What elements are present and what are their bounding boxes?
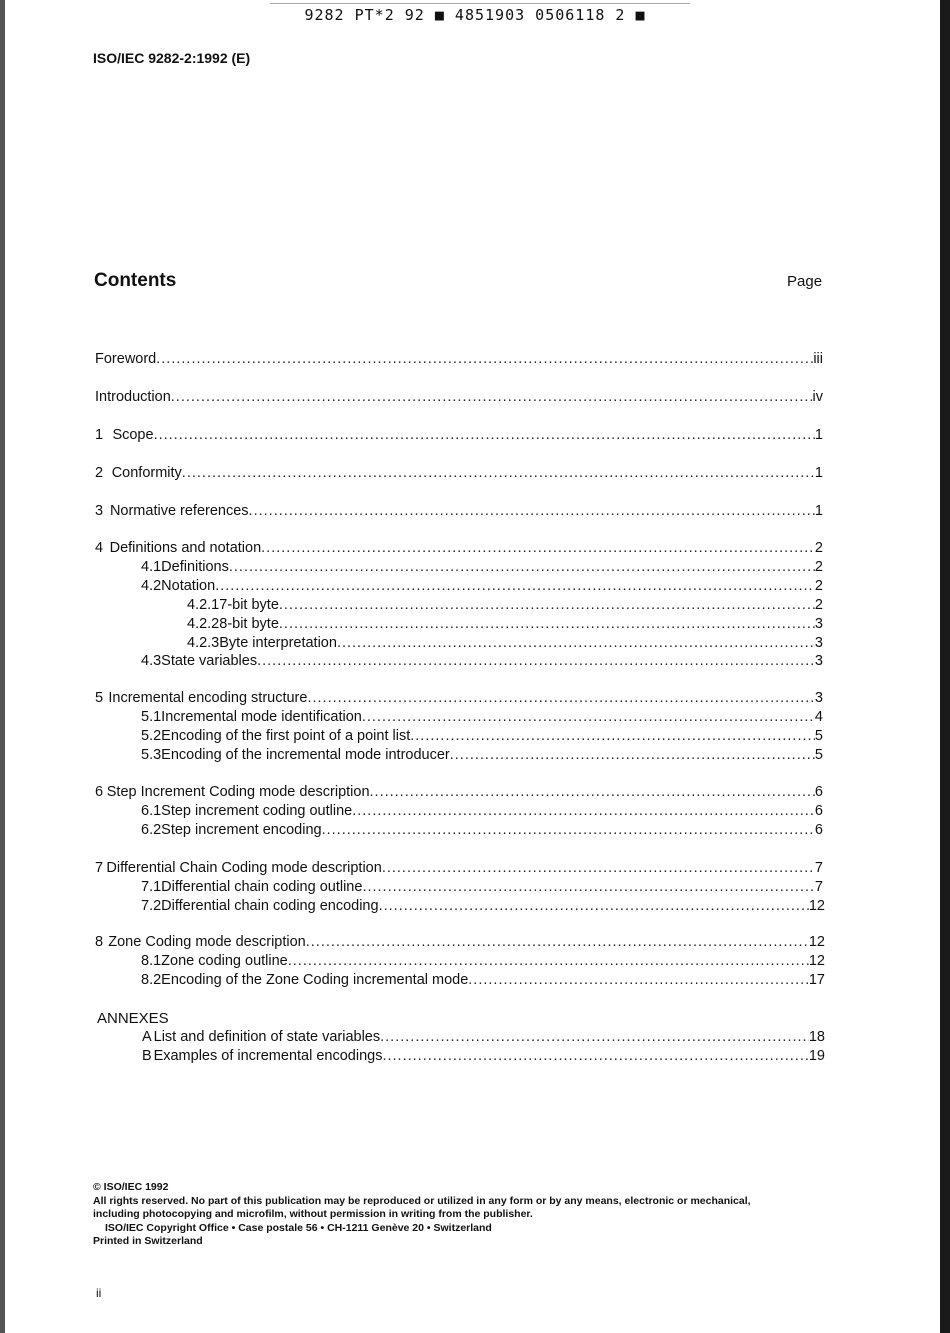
toc-entry-6-1[interactable] [141, 803, 823, 822]
toc-entry-title: Differential chain coding outline [161, 879, 363, 895]
toc-entry-title: Zone Coding mode description [108, 934, 306, 950]
toc-entry-number: 8 [95, 934, 104, 950]
toc-entry-title: Definitions [161, 559, 229, 575]
leader-dots [382, 1048, 808, 1064]
toc-entry-page: 1 [814, 503, 823, 519]
toc-entry-number: A [142, 1029, 152, 1045]
toc-entry-4[interactable] [95, 540, 823, 559]
toc-entry-page: 3 [814, 616, 823, 632]
toc-entry-number: 8.1 [141, 953, 162, 969]
leader-dots [279, 616, 815, 632]
toc-entry-page: 3 [814, 635, 823, 651]
toc-entry-4-2-2[interactable] [187, 616, 823, 635]
toc-entry-number: 6.2 [141, 822, 162, 838]
toc-entry-page: 5 [814, 747, 823, 763]
rights-line-2: including photocopying and microfilm, without permission in writing from the publisher. [93, 1208, 533, 1220]
leader-dots [171, 389, 813, 405]
toc-entry-annex-b[interactable] [142, 1048, 825, 1067]
printed-in: Printed in Switzerland [93, 1235, 203, 1247]
toc-entry-number: 2 [95, 465, 104, 481]
leader-dots [468, 972, 809, 988]
leader-dots [370, 784, 815, 800]
toc-entry-7-2[interactable] [141, 898, 825, 917]
toc-entry-page: 5 [814, 728, 823, 744]
toc-entry-title: Foreword [95, 351, 157, 367]
leader-dots [322, 822, 815, 838]
toc-entry-page: iv [812, 389, 823, 405]
toc-entry-title: Differential chain coding encoding [161, 898, 379, 914]
toc-entry-number: 1 [95, 427, 104, 443]
copyright-footer [93, 1181, 833, 1249]
toc-entry-title: Notation [161, 578, 216, 594]
leader-dots [306, 934, 809, 950]
leader-dots [229, 559, 815, 575]
toc-entry-number: 8.2 [141, 972, 162, 988]
rights-line-1: All rights reserved. No part of this publication may be reproduced or utilized in any form or by any means, electronic or mechanical, [93, 1194, 751, 1207]
toc-entry-page: 7 [814, 879, 823, 895]
toc-entry-title: Encoding of the incremental mode introducer [161, 747, 450, 763]
toc-entry-7[interactable] [95, 860, 823, 879]
toc-entry-title: Encoding of the Zone Coding incremental mode [161, 972, 469, 988]
scan-edge-right [940, 0, 950, 1333]
toc-entry-number: 4.3 [141, 653, 162, 669]
toc-entry-number: 4.2.2 [187, 616, 220, 632]
toc-entry-title: 8-bit byte [219, 616, 279, 632]
toc-entry-4-3[interactable] [141, 653, 823, 672]
toc-entry-page: 18 [808, 1029, 825, 1045]
toc-entry-2[interactable] [95, 465, 823, 484]
toc-entry-number: 5 [95, 690, 104, 706]
toc-entry-page: 12 [808, 934, 825, 950]
contents-title: Contents [94, 270, 177, 291]
toc-entry-number: 4.2.1 [187, 597, 220, 613]
toc-entry-introduction[interactable] [95, 389, 823, 408]
toc-entry-title: Incremental encoding structure [108, 690, 308, 706]
toc-entry-8-2[interactable] [141, 972, 825, 991]
leader-dots [182, 465, 815, 481]
toc-entry-page: 12 [808, 953, 825, 969]
toc-entry-page: 4 [814, 709, 823, 725]
toc-entry-6[interactable] [95, 784, 823, 803]
toc-entry-title: Step increment coding outline [161, 803, 353, 819]
toc-entry-number: 4.1 [141, 559, 162, 575]
toc-entry-title: Introduction [95, 389, 171, 405]
toc-entry-8-1[interactable] [141, 953, 825, 972]
toc-entry-page: 6 [814, 822, 823, 838]
leader-dots [288, 953, 809, 969]
leader-dots [215, 578, 815, 594]
toc-entry-5-2[interactable] [141, 728, 823, 747]
toc-entry-title: Zone coding outline [161, 953, 288, 969]
toc-entry-number: 4.2 [141, 578, 162, 594]
toc-entry-title: Incremental mode identification [161, 709, 362, 725]
toc-entry-title: Step Increment Coding mode description [106, 784, 370, 800]
leader-dots [279, 597, 815, 613]
annexes-heading: ANNEXES [97, 1010, 169, 1027]
toc-entry-5[interactable] [95, 690, 823, 709]
leader-dots [362, 709, 815, 725]
toc-entry-4-2[interactable] [141, 578, 823, 597]
toc-entry-page: 1 [814, 427, 823, 443]
toc-entry-title: State variables [161, 653, 258, 669]
leader-dots [450, 747, 815, 763]
toc-entry-title: Step increment encoding [161, 822, 322, 838]
toc-entry-page: 2 [814, 578, 823, 594]
toc-entry-page: 6 [814, 803, 823, 819]
toc-entry-page: 2 [814, 559, 823, 575]
toc-entry-title: 7-bit byte [219, 597, 279, 613]
toc-entry-title: Byte interpretation [219, 635, 337, 651]
copyright-line: © ISO/IEC 1992 [93, 1181, 169, 1193]
scan-artifact-line [270, 3, 690, 4]
toc-entry-title: Encoding of the first point of a point list [161, 728, 411, 744]
toc-entry-annex-a[interactable] [142, 1029, 825, 1048]
leader-dots [337, 635, 815, 651]
copyright-office-address: ISO/IEC Copyright Office • Case postale 56 • CH-1211 Genève 20 • Switzerland [105, 1221, 492, 1234]
toc-entry-3[interactable] [95, 503, 823, 522]
leader-dots [382, 860, 815, 876]
leader-dots [380, 1029, 809, 1045]
toc-entry-title: Conformity [111, 465, 182, 481]
toc-entry-5-3[interactable] [141, 747, 823, 766]
toc-entry-number: 7 [95, 860, 104, 876]
toc-entry-number: 5.1 [141, 709, 162, 725]
toc-entry-page: 7 [814, 860, 823, 876]
toc-entry-page: 3 [814, 653, 823, 669]
toc-entry-number: 4 [95, 540, 104, 556]
toc-entry-page: 19 [808, 1048, 825, 1064]
scan-header-code: 9282 PT*2 92 ■ 4851903 0506118 2 ■ [304, 6, 646, 24]
toc-entry-number: 3 [95, 503, 104, 519]
toc-entry-page: iii [813, 351, 823, 367]
toc-entry-number: B [142, 1048, 152, 1064]
toc-entry-number: 7.1 [141, 879, 162, 895]
toc-entry-foreword[interactable] [95, 351, 823, 370]
toc-entry-title: Definitions and notation [109, 540, 262, 556]
leader-dots [352, 803, 815, 819]
toc-entry-number: 5.3 [141, 747, 162, 763]
leader-dots [410, 728, 815, 744]
leader-dots [154, 427, 815, 443]
toc-entry-title: Normative references [109, 503, 249, 519]
leader-dots [379, 898, 809, 914]
toc-entry-page: 6 [814, 784, 823, 800]
scan-edge-left [0, 0, 5, 1333]
toc-entry-number: 6.1 [141, 803, 162, 819]
toc-entry-4-2-3[interactable] [187, 635, 823, 654]
toc-entry-5-1[interactable] [141, 709, 823, 728]
toc-entry-6-2[interactable] [141, 822, 823, 841]
toc-entry-7-1[interactable] [141, 879, 823, 898]
toc-entry-title: Scope [112, 427, 154, 443]
toc-entry-number: 7.2 [141, 898, 162, 914]
toc-entry-page: 2 [814, 540, 823, 556]
toc-entry-number: 6 [95, 784, 104, 800]
toc-entry-page: 2 [814, 597, 823, 613]
toc-entry-number: 4.2.3 [187, 635, 220, 651]
document-id: ISO/IEC 9282-2:1992 (E) [93, 50, 251, 66]
leader-dots [156, 351, 813, 367]
toc-entry-page: 1 [814, 465, 823, 481]
toc-entry-page: 3 [814, 690, 823, 706]
toc-entry-number: 5.2 [141, 728, 162, 744]
toc-entry-page: 17 [808, 972, 825, 988]
leader-dots [257, 653, 815, 669]
toc-entry-title: Differential Chain Coding mode description [106, 860, 382, 876]
toc-entry-4-1[interactable] [141, 559, 823, 578]
leader-dots [261, 540, 815, 556]
toc-entry-page: 12 [808, 898, 825, 914]
leader-dots [362, 879, 814, 895]
leader-dots [307, 690, 814, 706]
toc-entry-title: List and definition of state variables [153, 1029, 381, 1045]
toc-entry-8[interactable] [95, 934, 825, 953]
leader-dots [249, 503, 815, 519]
toc-entry-1[interactable] [95, 427, 823, 446]
toc-entry-4-2-1[interactable] [187, 597, 823, 616]
page-number: ii [96, 1286, 102, 1300]
toc-entry-title: Examples of incremental encodings [153, 1048, 383, 1064]
page-column-label: Page [787, 273, 823, 290]
